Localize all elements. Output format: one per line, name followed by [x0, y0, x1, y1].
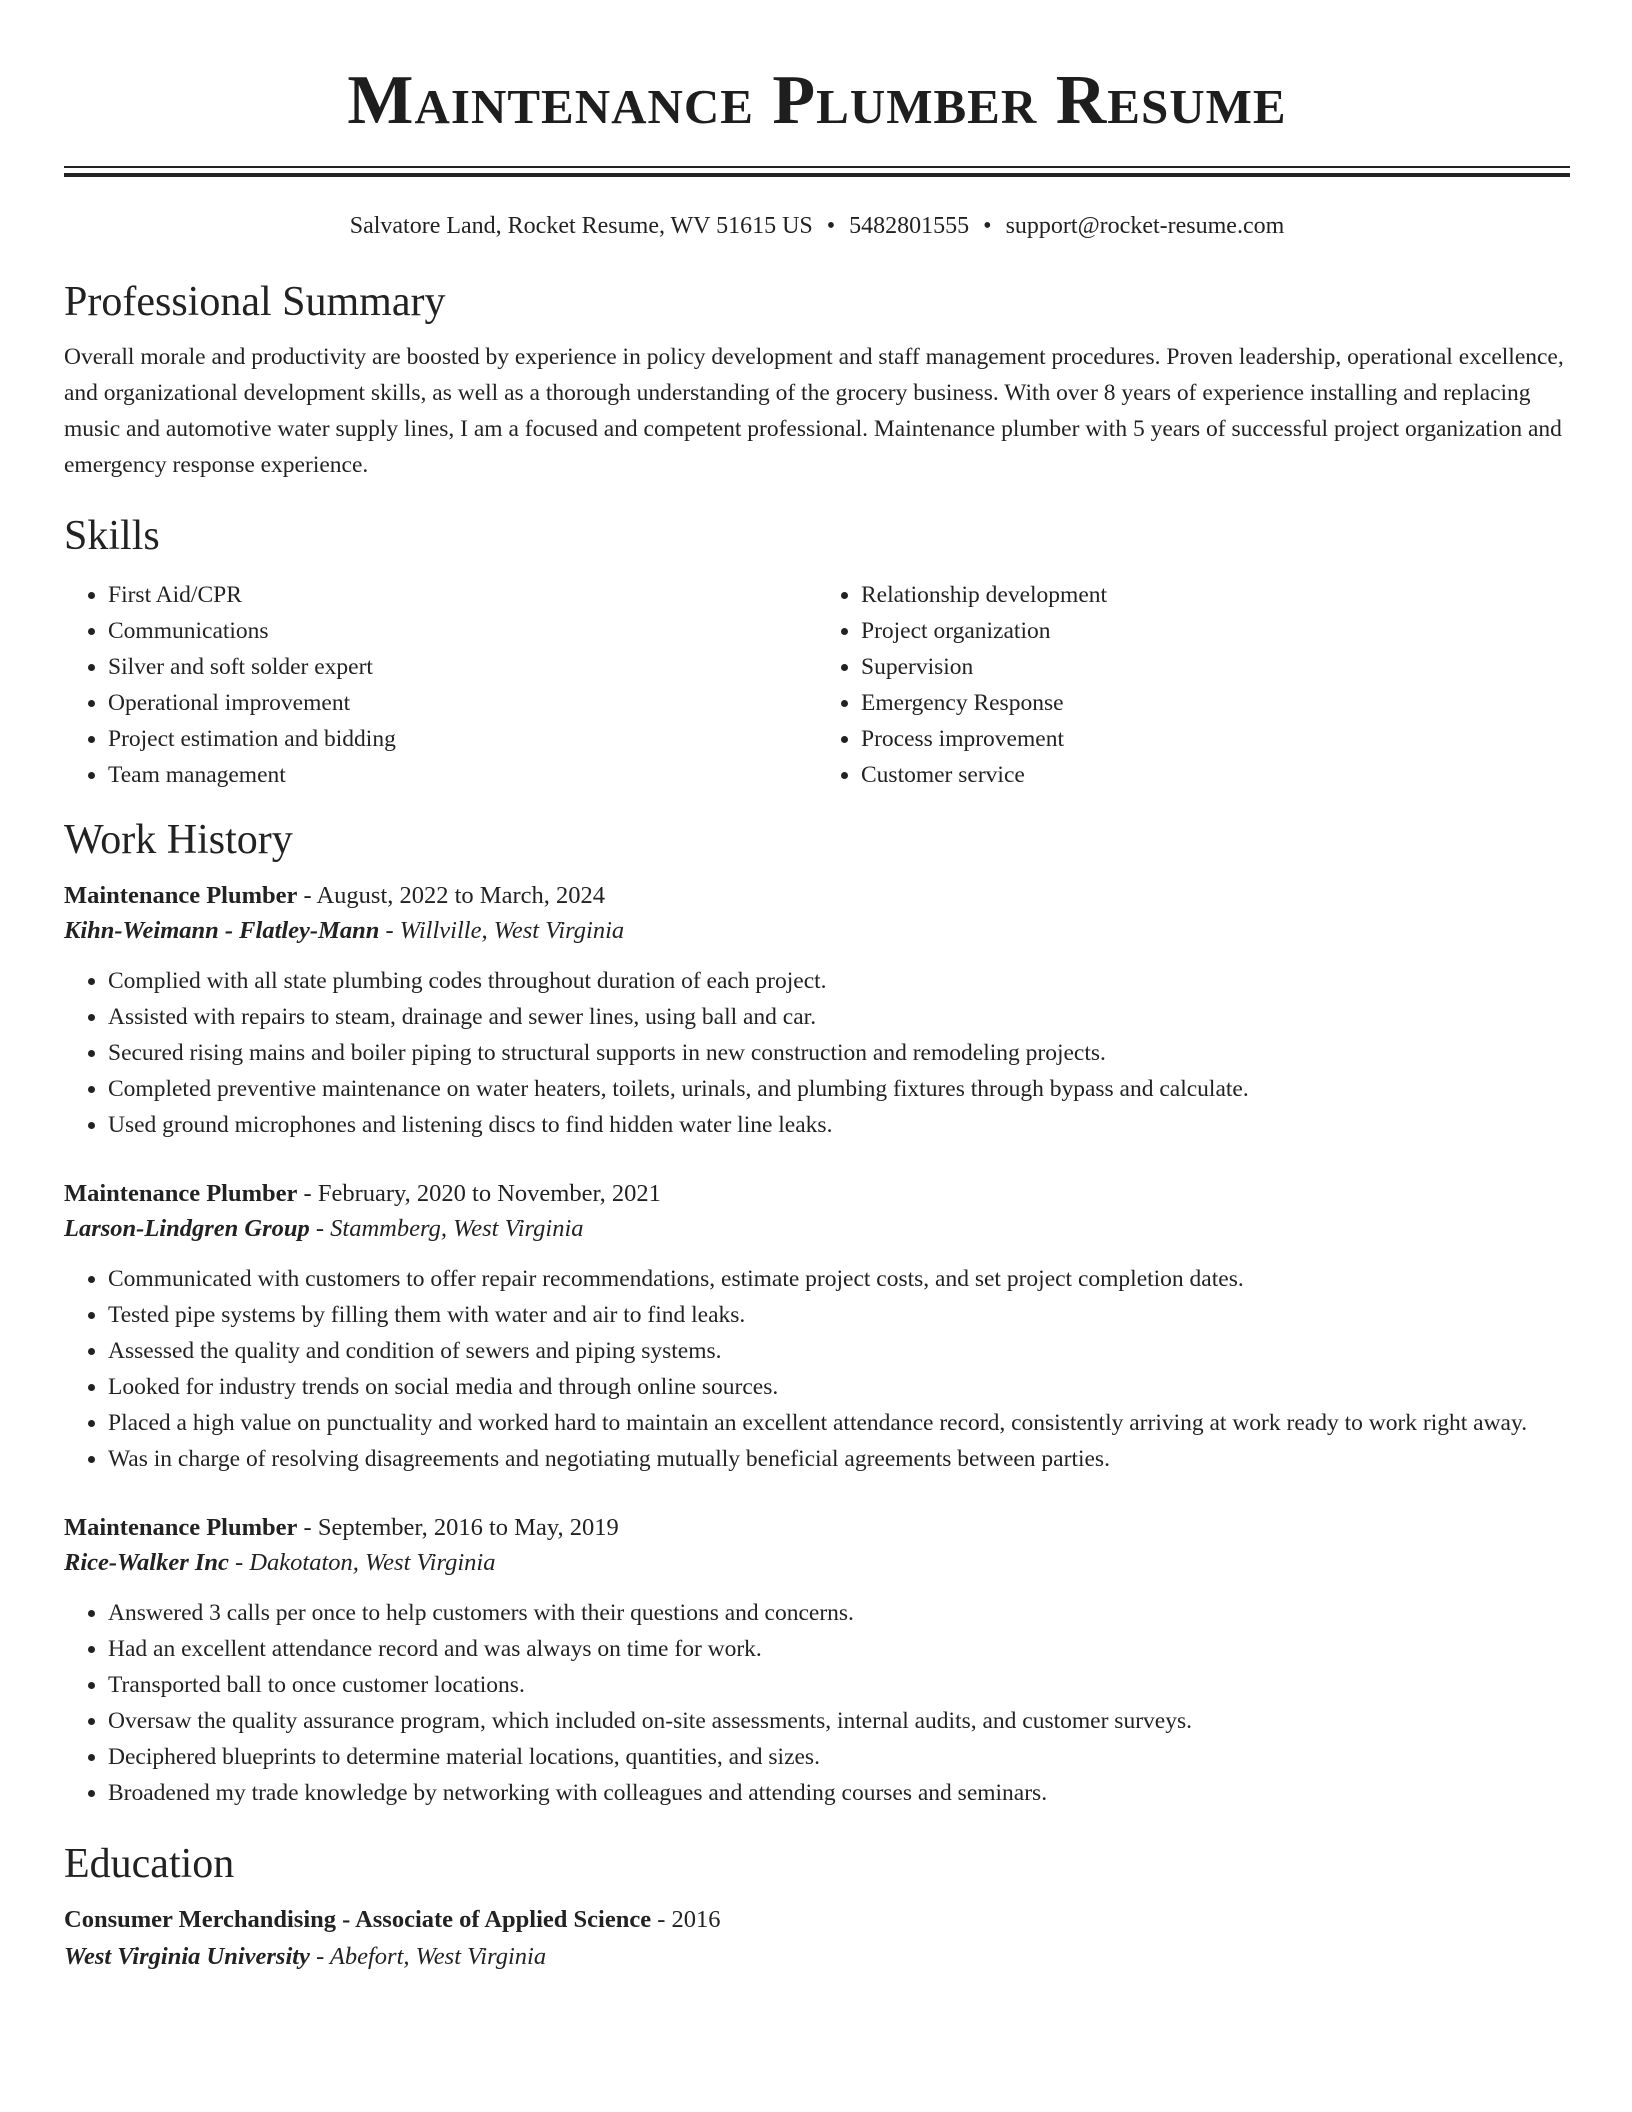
- skill-item: • Emergency Response: [861, 685, 1570, 721]
- job-location: - Stammberg, West Virginia: [309, 1215, 584, 1242]
- resume-content: [64, 0, 1570, 1977]
- job-employer: [64, 1211, 1570, 1247]
- education-school: West Virginia University: [64, 1943, 310, 1970]
- summary-text: Overall morale and productivity are boosted by experience in policy development and staff management procedures. Proven leadership, operational excellence, and organizational development skills, as well as a thorough understanding of the grocery business. With over 8 years of experience installing and replacing music and automotive water supply lines, I am a focused and competent professional. Maintenance plumber with 5 years of successful project organization and emergency response experience.: [64, 344, 1564, 478]
- job-bullet: • Communicated with customers to offer repair recommendations, estimate project costs, and set project completion dates.: [108, 1261, 1570, 1297]
- job-dates: - February, 2020 to November, 2021: [297, 1180, 661, 1207]
- job-dates: - September, 2016 to May, 2019: [297, 1514, 619, 1541]
- skill-item: • Operational improvement: [108, 685, 817, 721]
- job-title: Maintenance Plumber: [64, 1180, 298, 1207]
- skills-heading: Skills: [64, 513, 160, 559]
- job-header: [64, 1177, 1570, 1211]
- job-bullet: • Oversaw the quality assurance program, which included on-site assessments, internal audits, and customer surveys.: [108, 1703, 1570, 1739]
- job-bullet: • Placed a high value on punctuality and worked hard to maintain an excellent attendance record, consistently arriving at work ready to work right away.: [108, 1405, 1570, 1441]
- skill-item: • First Aid/CPR: [108, 577, 817, 613]
- work-history-heading: Work History: [64, 817, 293, 863]
- job-bullet: • Complied with all state plumbing codes throughout duration of each project.: [108, 963, 1570, 999]
- job-employer: [64, 913, 1570, 949]
- job-bullet: • Was in charge of resolving disagreements and negotiating mutually beneficial agreements between parties.: [108, 1441, 1570, 1477]
- job-location: - Dakotaton, West Virginia: [228, 1549, 496, 1576]
- education-year: - 2016: [651, 1906, 721, 1933]
- job-bullet: • Assessed the quality and condition of sewers and piping systems.: [108, 1333, 1570, 1369]
- job-bullet: • Tested pipe systems by filling them with water and air to find leaks.: [108, 1297, 1570, 1333]
- job-bullet: • Completed preventive maintenance on water heaters, toilets, urinals, and plumbing fixtures through bypass and calculate.: [108, 1071, 1570, 1107]
- skill-item: • Supervision: [861, 649, 1570, 685]
- contact-line: [64, 211, 1570, 241]
- job-bullet: • Deciphered blueprints to determine material locations, quantities, and sizes.: [108, 1739, 1570, 1775]
- skill-item: • Customer service: [861, 757, 1570, 793]
- skill-item: • Project estimation and bidding: [108, 721, 817, 757]
- job-entry: [64, 1177, 1570, 1477]
- job-company: Kihn-Weimann - Flatley-Mann: [64, 917, 380, 944]
- job-bullets: [64, 1261, 1570, 1477]
- job-bullets: [64, 963, 1570, 1143]
- skills-list-left: [64, 577, 817, 793]
- job-bullet: • Answered 3 calls per once to help customers with their questions and concerns.: [108, 1595, 1570, 1631]
- skills-grid: [64, 577, 1570, 793]
- job-header: [64, 879, 1570, 913]
- job-bullets: [64, 1595, 1570, 1811]
- job-bullet: • Had an excellent attendance record and was always on time for work.: [108, 1631, 1570, 1667]
- job-bullet: • Assisted with repairs to steam, drainage and sewer lines, using ball and car.: [108, 999, 1570, 1035]
- title-divider-thin: [64, 166, 1570, 168]
- job-company: Rice-Walker Inc: [64, 1549, 229, 1576]
- skills-list-right: [817, 577, 1570, 793]
- contact-separator: •: [826, 213, 836, 239]
- job-company: Larson-Lindgren Group: [64, 1215, 310, 1242]
- job-bullet: • Used ground microphones and listening discs to find hidden water line leaks.: [108, 1107, 1570, 1143]
- education-heading: Education: [64, 1841, 235, 1887]
- job-title: Maintenance Plumber: [64, 1514, 298, 1541]
- job-bullet: • Transported ball to once customer locations.: [108, 1667, 1570, 1703]
- job-title: Maintenance Plumber: [64, 882, 298, 909]
- job-location: - Willville, West Virginia: [379, 917, 625, 944]
- job-bullet: • Secured rising mains and boiler piping to structural supports in new construction and remodeling projects.: [108, 1035, 1570, 1071]
- education-degree: Consumer Merchandising - Associate of Applied Science: [64, 1906, 652, 1933]
- skill-item: • Silver and soft solder expert: [108, 649, 817, 685]
- skill-item: • Relationship development: [861, 577, 1570, 613]
- job-bullet: • Broadened my trade knowledge by networking with colleagues and attending courses and seminars.: [108, 1775, 1570, 1811]
- job-entry: [64, 879, 1570, 1143]
- education-school-line: [64, 1937, 1570, 1977]
- job-header: [64, 1511, 1570, 1545]
- contact-phone: 5482801555: [849, 213, 970, 239]
- page-title: Maintenance Plumber Resume: [347, 62, 1287, 139]
- job-employer: [64, 1545, 1570, 1581]
- job-dates: - August, 2022 to March, 2024: [297, 882, 605, 909]
- contact-address: Salvatore Land, Rocket Resume, WV 51615 US: [349, 213, 813, 239]
- summary-heading: Professional Summary: [64, 279, 446, 325]
- skill-item: • Process improvement: [861, 721, 1570, 757]
- education-location: - Abefort, West Virginia: [309, 1943, 547, 1970]
- title-divider-thick: [64, 173, 1570, 177]
- skill-item: • Team management: [108, 757, 817, 793]
- contact-email: support@rocket-resume.com: [1005, 213, 1285, 239]
- job-bullet: • Looked for industry trends on social media and through online sources.: [108, 1369, 1570, 1405]
- education-degree-line: [64, 1903, 1570, 1937]
- job-entry: [64, 1511, 1570, 1811]
- skill-item: • Communications: [108, 613, 817, 649]
- contact-separator: •: [983, 213, 992, 239]
- skill-item: • Project organization: [861, 613, 1570, 649]
